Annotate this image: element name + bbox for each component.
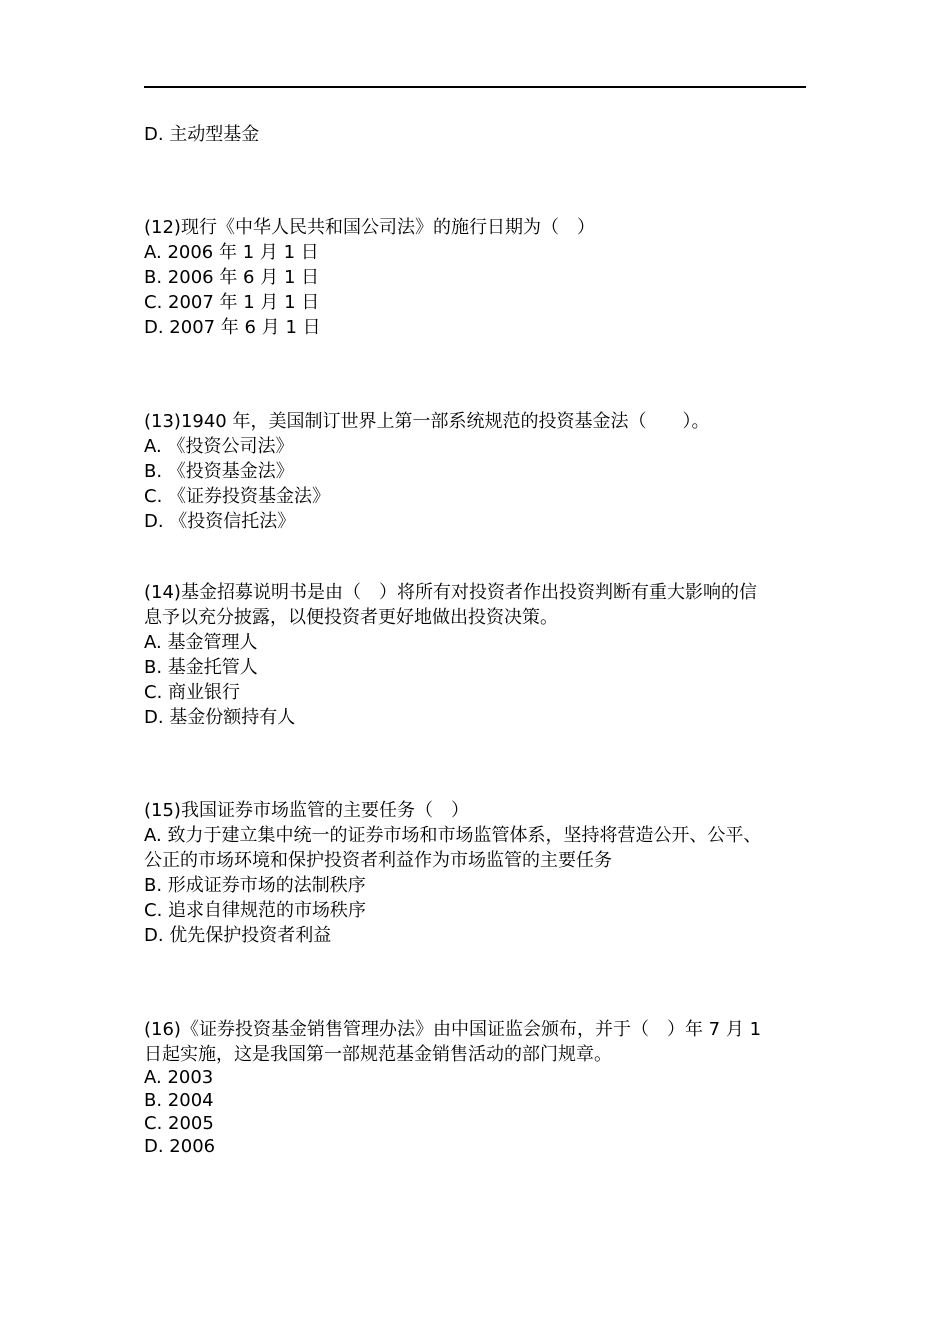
header-rule xyxy=(144,86,806,88)
q14-option-d: D. 基金份额持有人 xyxy=(144,707,296,728)
q13-option-c: C. 《证券投资基金法》 xyxy=(144,486,331,507)
q16-stem-line2: 日起实施，这是我国第一部规范基金销售活动的部门规章。 xyxy=(144,1044,612,1065)
q16-stem-line1: (16)《证券投资基金销售管理办法》由中国证监会颁布，并于（ ）年 7 月 1 xyxy=(144,1019,762,1040)
q15-option-c: C. 追求自律规范的市场秩序 xyxy=(144,900,367,921)
q15-option-a-line2: 公正的市场环境和保护投资者利益作为市场监管的主要任务 xyxy=(144,850,612,871)
q13-option-d: D. 《投资信托法》 xyxy=(144,511,296,532)
q13-option-b: B. 《投资基金法》 xyxy=(144,461,294,482)
q12-option-d: D. 2007 年 6 月 1 日 xyxy=(144,317,321,338)
q12-stem: (12)现行《中华人民共和国公司法》的施行日期为（ ） xyxy=(144,217,595,238)
q14-option-c: C. 商业银行 xyxy=(144,682,241,703)
q16-option-c: C. 2005 xyxy=(144,1113,214,1134)
q16-option-a: A. 2003 xyxy=(144,1067,214,1088)
q15-option-a-line1: A. 致力于建立集中统一的证券市场和市场监管体系，坚持将营造公开、公平、 xyxy=(144,825,762,846)
q12-option-c: C. 2007 年 1 月 1 日 xyxy=(144,292,320,313)
q16-option-b: B. 2004 xyxy=(144,1090,214,1111)
q13-option-a: A. 《投资公司法》 xyxy=(144,436,294,457)
q15-stem: (15)我国证券市场监管的主要任务（ ） xyxy=(144,800,469,821)
q14-option-a: A. 基金管理人 xyxy=(144,632,258,653)
prev-option-d: D. 主动型基金 xyxy=(144,124,260,145)
q12-option-a: A. 2006 年 1 月 1 日 xyxy=(144,242,319,263)
q12-option-b: B. 2006 年 6 月 1 日 xyxy=(144,267,320,288)
q14-stem-line2: 息予以充分披露，以便投资者更好地做出投资决策。 xyxy=(144,607,558,628)
q16-option-d: D. 2006 xyxy=(144,1136,216,1157)
q15-option-b: B. 形成证券市场的法制秩序 xyxy=(144,875,366,896)
q14-stem-line1: (14)基金招募说明书是由（ ）将所有对投资者作出投资判断有重大影响的信 xyxy=(144,582,757,603)
q14-option-b: B. 基金托管人 xyxy=(144,657,258,678)
q13-stem: (13)1940 年，美国制订世界上第一部系统规范的投资基金法（ ）。 xyxy=(144,411,710,432)
q15-option-d: D. 优先保护投资者利益 xyxy=(144,925,332,946)
